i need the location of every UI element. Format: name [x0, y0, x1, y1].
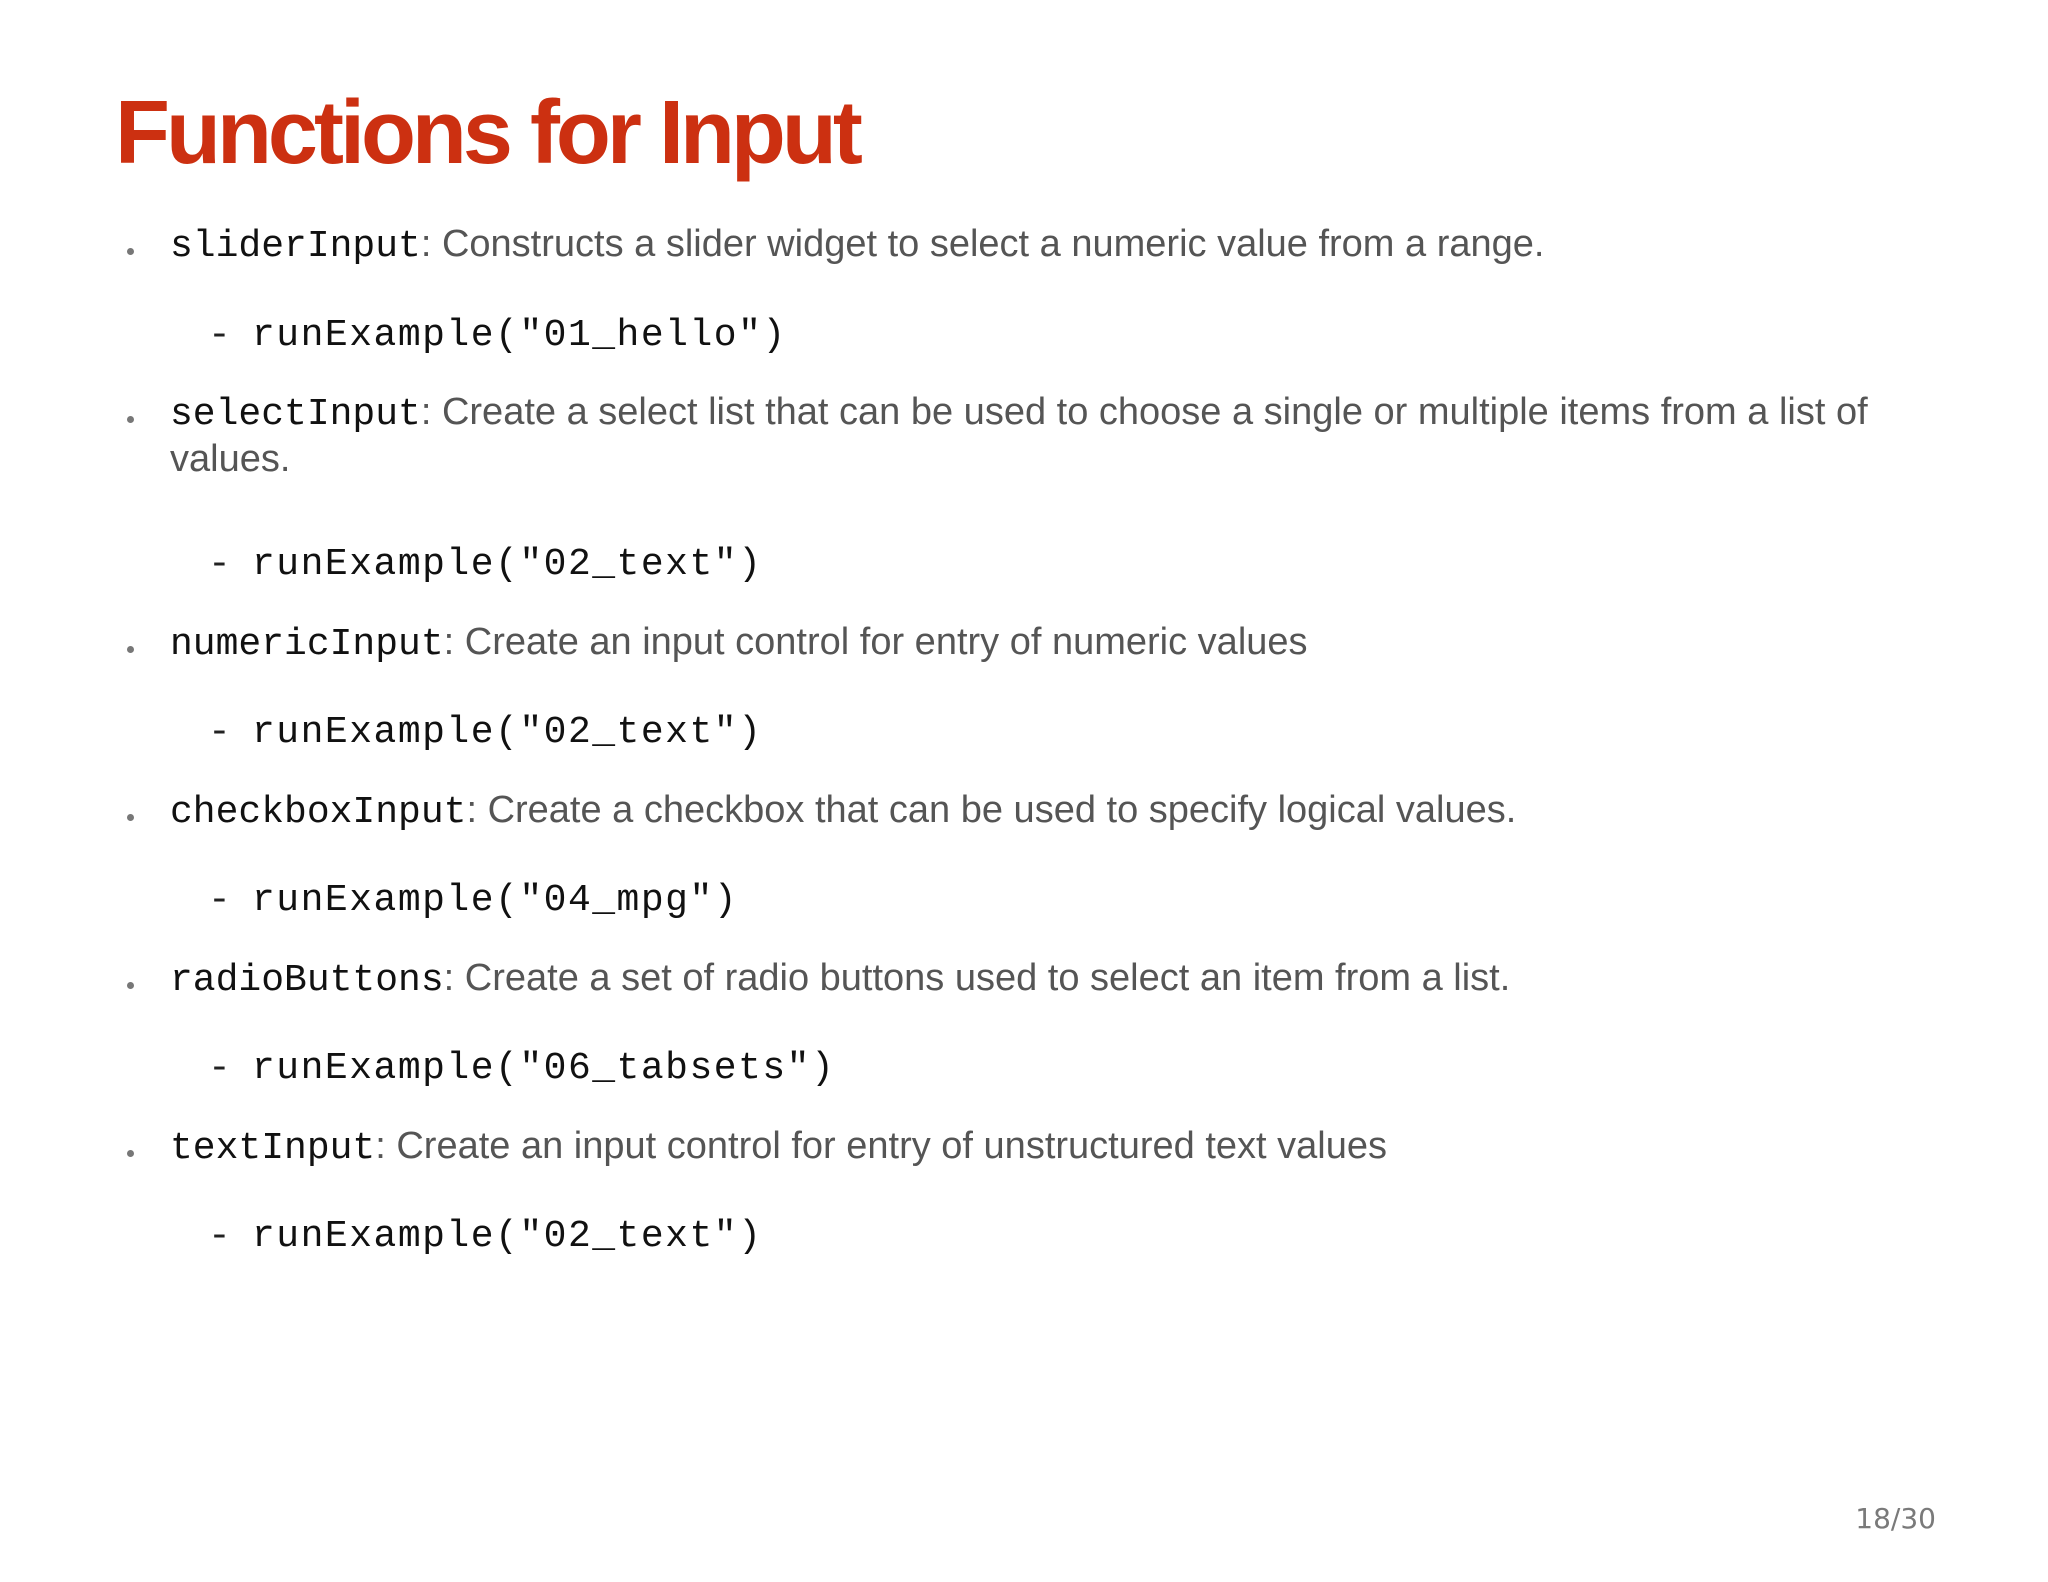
bullet-icon — [127, 814, 134, 821]
description-text: : Constructs a slider widget to select a numeric value from a range. — [420, 223, 1545, 265]
bullet-icon — [127, 646, 134, 653]
example-code[interactable]: runExample("06_tabsets") — [252, 1047, 836, 1090]
example-code[interactable]: runExample("02_text") — [252, 1215, 763, 1258]
slide-title: Functions for Input — [115, 83, 859, 183]
dash-marker: - — [208, 879, 231, 922]
example-code[interactable]: runExample("01_hello") — [252, 314, 787, 357]
example-line-text-input — [208, 1213, 1108, 1261]
description-text: : Create an input control for entry of numeric values — [443, 621, 1308, 663]
item-description — [170, 390, 1940, 482]
description-text: : Create a checkbox that can be used to specify logical values. — [466, 789, 1517, 831]
example-code[interactable]: runExample("04_mpg") — [252, 879, 739, 922]
dash-marker: - — [208, 314, 231, 357]
function-name: checkboxInput — [170, 791, 467, 834]
page-number: 18/30 — [1855, 1502, 1936, 1535]
function-name: sliderInput — [170, 225, 421, 268]
description-text: : Create a set of radio buttons used to select an item from a list. — [443, 957, 1511, 999]
item-description — [170, 620, 1940, 667]
example-line-select-input — [208, 541, 1108, 589]
example-line-checkbox-input — [208, 877, 1108, 925]
item-description — [170, 956, 1940, 1003]
example-code[interactable]: runExample("02_text") — [252, 711, 763, 754]
example-code[interactable]: runExample("02_text") — [252, 543, 763, 586]
dash-marker: - — [208, 1047, 231, 1090]
item-description — [170, 1124, 1940, 1171]
item-description — [170, 222, 1940, 269]
function-name: textInput — [170, 1127, 376, 1170]
function-name: radioButtons — [170, 959, 444, 1002]
bullet-icon — [127, 1150, 134, 1157]
example-line-slider-input — [208, 312, 1108, 360]
dash-marker: - — [208, 711, 231, 754]
bullet-icon — [127, 248, 134, 255]
bullet-icon — [127, 982, 134, 989]
description-text: : Create an input control for entry of unstructured text values — [375, 1125, 1387, 1167]
description-text: : Create a select list that can be used to choose a single or multiple items from a list of values. — [170, 391, 1868, 480]
example-line-radio-buttons — [208, 1045, 1108, 1093]
dash-marker: - — [208, 1215, 231, 1258]
function-name: selectInput — [170, 393, 421, 436]
bullet-icon — [127, 416, 134, 423]
dash-marker: - — [208, 543, 231, 586]
item-description — [170, 788, 1940, 835]
example-line-numeric-input — [208, 709, 1108, 757]
function-name: numericInput — [170, 623, 444, 666]
